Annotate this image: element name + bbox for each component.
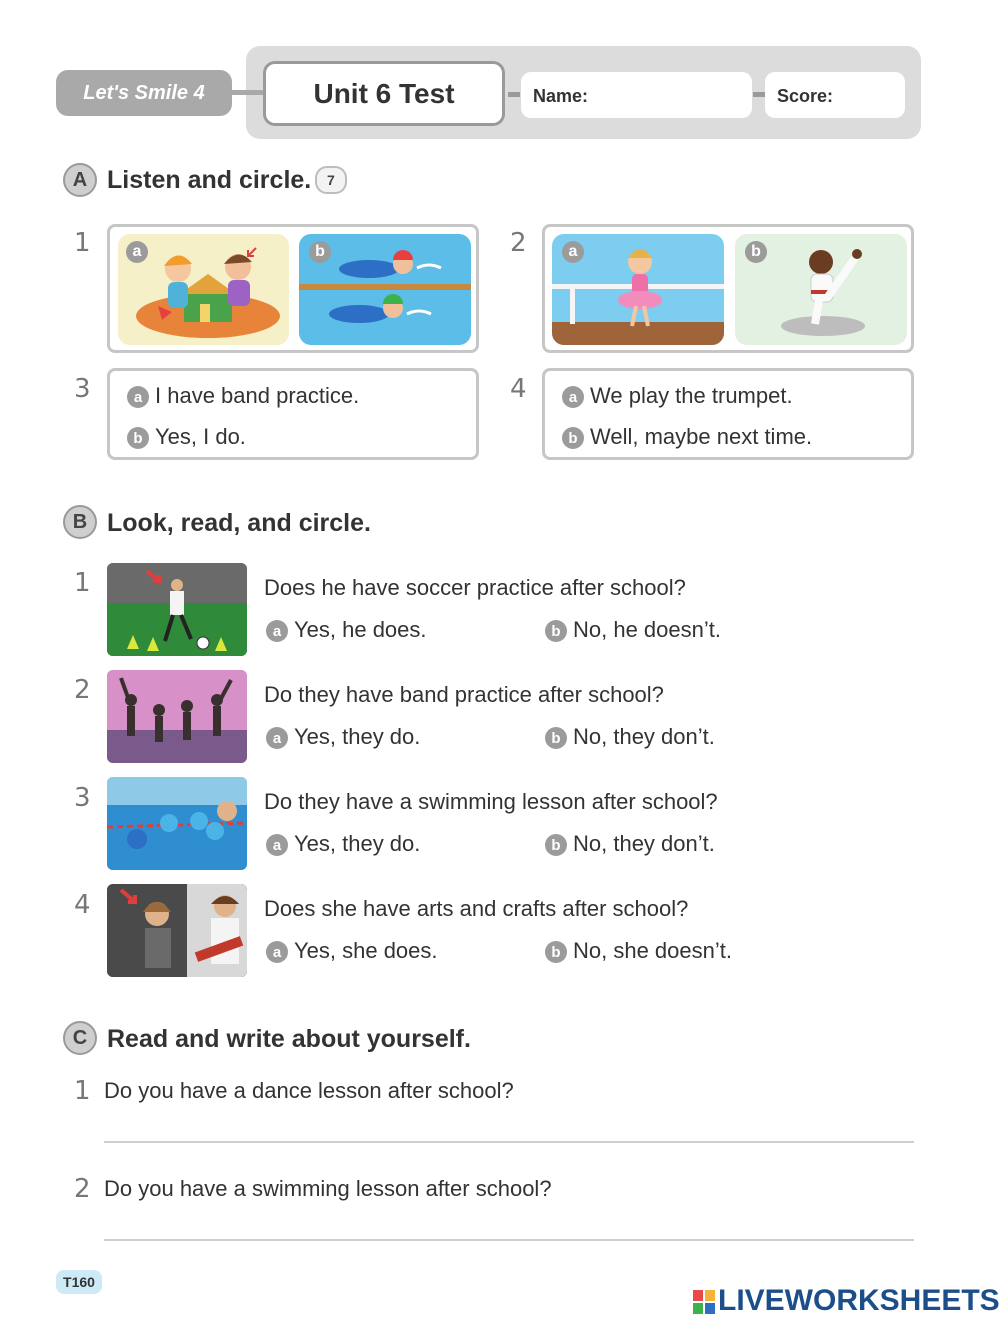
option-b-badge: b — [127, 427, 149, 449]
question-a1-card — [107, 224, 479, 353]
question-a3-card — [107, 368, 479, 460]
connector — [508, 92, 520, 97]
option-a-badge: a — [127, 386, 149, 408]
option-text: No, they don’t. — [573, 831, 715, 856]
picture-swimming[interactable] — [299, 234, 471, 345]
question-text: Does he have soccer practice after school? — [264, 575, 686, 600]
photo-band — [107, 884, 247, 977]
option-text: Yes, he does. — [294, 617, 427, 642]
answer-option-a[interactable] — [562, 383, 793, 409]
question-number: 1 — [74, 1076, 91, 1106]
option-b-badge: b — [562, 427, 584, 449]
score-label: Score: — [777, 86, 834, 106]
dance-photo-illustration — [107, 670, 247, 763]
option-a-badge: a — [562, 386, 584, 408]
question-number: 1 — [74, 228, 91, 258]
answer-option-a[interactable] — [266, 724, 420, 750]
answer-option-a[interactable] — [266, 938, 438, 964]
question-text: Do they have band practice after school? — [264, 682, 664, 707]
answer-option-a[interactable] — [127, 383, 359, 409]
liveworksheets-logo-icon — [693, 1290, 715, 1319]
option-b-badge: b — [745, 241, 767, 263]
audio-track-badge[interactable] — [315, 166, 347, 194]
section-c-badge: C — [63, 1021, 97, 1055]
section-b-title: Look, read, and circle. — [107, 509, 371, 537]
photo-soccer — [107, 563, 247, 656]
answer-option-b[interactable] — [545, 938, 732, 964]
option-b-badge: b — [545, 727, 567, 749]
picture-arts-crafts[interactable] — [118, 234, 289, 345]
name-label: Name: — [533, 86, 589, 106]
option-a-badge: a — [562, 241, 584, 263]
question-a4-card — [542, 368, 914, 460]
soccer-photo-illustration — [107, 563, 247, 656]
option-b-badge: b — [545, 620, 567, 642]
option-a-badge: a — [266, 620, 288, 642]
answer-option-b[interactable] — [545, 831, 715, 857]
track-number: 7 — [327, 172, 335, 188]
connector — [753, 92, 765, 97]
question-number: 2 — [74, 1174, 91, 1204]
answer-line-1[interactable] — [104, 1141, 914, 1143]
option-text: Yes, they do. — [294, 831, 421, 856]
page-title: Unit 6 Test — [263, 61, 505, 126]
section-b-badge: B — [63, 505, 97, 539]
option-text: Yes, they do. — [294, 724, 421, 749]
name-field[interactable] — [521, 72, 752, 118]
section-c-title: Read and write about yourself. — [107, 1025, 471, 1053]
option-a-badge: a — [126, 241, 148, 263]
question-number: 4 — [74, 890, 91, 920]
answer-option-b[interactable] — [562, 424, 812, 450]
question-a2-card — [542, 224, 914, 353]
option-text: Well, maybe next time. — [590, 424, 813, 449]
option-text: No, they don’t. — [573, 724, 715, 749]
answer-option-b[interactable] — [545, 617, 721, 643]
option-a-badge: a — [266, 834, 288, 856]
section-a-badge: A — [63, 163, 97, 197]
photo-dance — [107, 670, 247, 763]
option-text: No, he doesn’t. — [573, 617, 721, 642]
option-text: Yes, I do. — [155, 424, 246, 449]
section-a-title: Listen and circle. — [107, 166, 312, 194]
option-text: Yes, she does. — [294, 938, 438, 963]
liveworksheets-watermark: LIVEWORKSHEETS — [718, 1284, 1000, 1317]
question-number: 1 — [74, 568, 91, 598]
option-text: I have band practice. — [155, 383, 360, 408]
question-text: Does she have arts and crafts after school? — [264, 896, 689, 921]
option-a-badge: a — [266, 727, 288, 749]
option-text: No, she doesn’t. — [573, 938, 732, 963]
option-b-badge: b — [545, 834, 567, 856]
question-number: 4 — [510, 374, 527, 404]
question-number: 3 — [74, 783, 91, 813]
question-number: 2 — [510, 228, 527, 258]
picture-taekwondo[interactable] — [735, 234, 907, 345]
answer-option-a[interactable] — [266, 617, 427, 643]
page-code: T160 — [56, 1270, 102, 1294]
question-number: 3 — [74, 374, 91, 404]
swimming-photo-illustration — [107, 777, 247, 870]
photo-swimming — [107, 777, 247, 870]
brand-connector — [230, 90, 266, 95]
question-text: Do they have a swimming lesson after school? — [264, 789, 718, 814]
score-field[interactable] — [765, 72, 905, 118]
answer-option-b[interactable] — [127, 424, 246, 450]
answer-option-b[interactable] — [545, 724, 715, 750]
question-text: Do you have a dance lesson after school? — [104, 1078, 514, 1103]
answer-option-a[interactable] — [266, 831, 420, 857]
option-text: We play the trumpet. — [590, 383, 793, 408]
band-photo-illustration — [107, 884, 247, 977]
question-text: Do you have a swimming lesson after school? — [104, 1176, 552, 1201]
brand-label: Let's Smile 4 — [56, 70, 232, 116]
picture-ballet[interactable] — [552, 234, 724, 345]
option-a-badge: a — [266, 941, 288, 963]
question-number: 2 — [74, 675, 91, 705]
option-b-badge: b — [545, 941, 567, 963]
option-b-badge: b — [309, 241, 331, 263]
answer-line-2[interactable] — [104, 1239, 914, 1241]
